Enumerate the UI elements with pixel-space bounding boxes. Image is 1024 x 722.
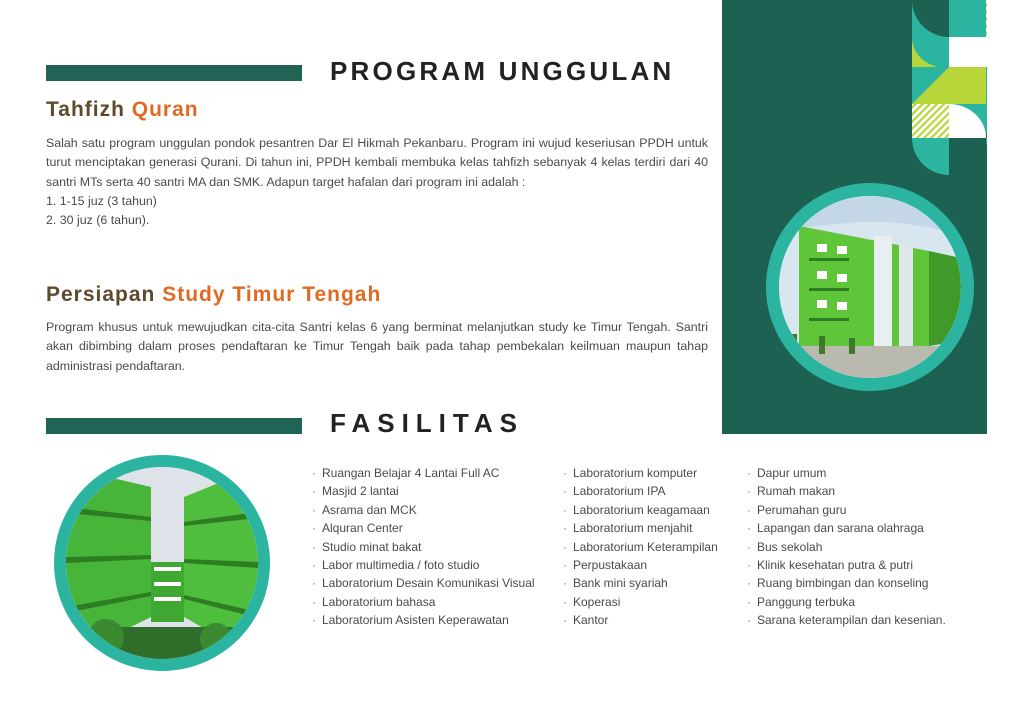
tahfizh-quran-heading [46, 98, 199, 122]
facility-label: Perpustakaan [573, 557, 648, 572]
facility-item [747, 556, 946, 574]
bullet: · [747, 594, 751, 609]
bullet: · [563, 502, 567, 517]
facility-item [747, 593, 946, 611]
facility-label: Asrama dan MCK [322, 502, 417, 517]
facility-label: Panggung terbuka [757, 594, 856, 609]
bullet: · [563, 594, 567, 609]
facility-item [563, 482, 718, 500]
facility-item [747, 464, 946, 482]
facilities-column-2 [563, 464, 718, 630]
geometric-pattern [912, 0, 987, 205]
facility-label: Kantor [573, 613, 609, 628]
facility-item [563, 464, 718, 482]
facility-item [312, 574, 535, 592]
study-timur-tengah-heading [46, 283, 381, 307]
bullet: · [312, 466, 316, 480]
facility-label: Laboratorium bahasa [322, 594, 436, 609]
facility-item [312, 538, 535, 556]
bullet: · [747, 466, 751, 480]
facility-label: Laboratorium komputer [573, 466, 698, 480]
facility-label: Klinik kesehatan putra & putri [757, 557, 914, 572]
facility-item [312, 464, 535, 482]
bullet: · [312, 502, 316, 517]
facility-label: Rumah makan [757, 484, 836, 499]
bullet: · [312, 539, 316, 554]
bullet: · [312, 613, 316, 628]
facility-item [747, 538, 946, 556]
facility-label: Alquran Center [322, 521, 403, 536]
study-heading-part-1: Persiapan [46, 283, 163, 306]
bullet: · [747, 576, 751, 591]
bullet: · [747, 521, 751, 536]
facility-label: Dapur umum [757, 466, 827, 480]
bullet: · [563, 557, 567, 572]
bullet: · [312, 557, 316, 572]
facility-item [563, 538, 718, 556]
bullet: · [747, 539, 751, 554]
bullet: · [563, 539, 567, 554]
facility-label: Perumahan guru [757, 502, 847, 517]
facility-item [747, 501, 946, 519]
bullet: · [747, 502, 751, 517]
school-building-photo [766, 183, 974, 391]
facility-label: Labor multimedia / foto studio [322, 557, 480, 572]
facility-label: Laboratorium IPA [573, 484, 666, 499]
tahfizh-body-text: Salah satu program unggulan pondok pesantren Dar El Hikmah Pekanbaru. Program ini wujud keseriusan PPDH untuk turut menciptakan generasi Qurani. Di tahun ini, PPDH kembali membuka kelas tahfizh sebanyak 4 kelas terdiri dari 40 santri MTs serta 40 santri MA dan SMK. Adapun target hafalan dari program ini adalah : [46, 136, 708, 189]
fasilitas-title: FASILITAS [330, 408, 524, 438]
facility-item [312, 482, 535, 500]
bullet: · [312, 594, 316, 609]
program-unggulan-title: PROGRAM UNGGULAN [330, 56, 675, 86]
facility-item [312, 519, 535, 537]
school-corridor-photo [54, 455, 270, 671]
fasilitas-heading-bar [46, 418, 302, 434]
facility-item [563, 574, 718, 592]
bullet: · [747, 613, 751, 628]
facilities-column-3 [747, 464, 946, 630]
facility-label: Laboratorium menjahit [573, 521, 693, 536]
bullet: · [312, 521, 316, 536]
facility-label: Lapangan dan sarana olahraga [757, 521, 924, 536]
facility-item [747, 611, 946, 629]
tahfizh-target-item: 1. 1-15 juz (3 tahun) [46, 193, 157, 208]
tahfizh-target-item: 2. 30 juz (6 tahun). [46, 213, 150, 228]
bullet: · [563, 484, 567, 499]
facility-label: Koperasi [573, 594, 621, 609]
corridor-illustration [66, 467, 258, 659]
bullet: · [747, 557, 751, 572]
bullet: · [312, 484, 316, 499]
facility-label: Studio minat bakat [322, 539, 422, 554]
facility-label: Masjid 2 lantai [322, 484, 399, 499]
facilities-column-1 [312, 464, 535, 630]
study-description: Program khusus untuk mewujudkan cita-cita Santri kelas 6 yang berminat melanjutkan study ke Timur Tengah. Santri akan dibimbing dalam proses pendaftaran ke Timur Tengah baik pada tahap pembekalan keilmuan maupun tahap administrasi pendaftaran. [46, 320, 708, 373]
facility-item [312, 593, 535, 611]
facility-label: Bank mini syariah [573, 576, 668, 591]
bullet: · [563, 466, 567, 480]
facility-item [563, 519, 718, 537]
tahfizh-heading-part-1: Tahfizh [46, 98, 132, 121]
tahfizh-description [46, 134, 708, 230]
facility-label: Laboratorium Desain Komunikasi Visual [322, 576, 535, 591]
facility-item [563, 593, 718, 611]
facility-item [312, 501, 535, 519]
facility-label: Laboratorium keagamaan [573, 502, 710, 517]
facility-label: Sarana keterampilan dan kesenian. [757, 613, 946, 628]
bullet: · [747, 484, 751, 499]
tahfizh-heading-part-2: Quran [131, 98, 199, 121]
facility-item [312, 556, 535, 574]
facility-item [563, 611, 718, 629]
facility-label: Laboratorium Keterampilan [573, 539, 718, 554]
facility-item [563, 556, 718, 574]
facility-label: Laboratorium Asisten Keperawatan [322, 613, 509, 628]
facility-item [747, 482, 946, 500]
facility-item [312, 611, 535, 629]
facility-label: Bus sekolah [757, 539, 823, 554]
program-heading-bar [46, 65, 302, 81]
bullet: · [563, 613, 567, 628]
facility-item [747, 519, 946, 537]
facility-item [747, 574, 946, 592]
bullet: · [563, 521, 567, 536]
bullet: · [563, 576, 567, 591]
facility-label: Ruangan Belajar 4 Lantai Full AC [322, 466, 500, 480]
building-illustration [779, 196, 961, 378]
facility-item [563, 501, 718, 519]
bullet: · [312, 576, 316, 591]
facility-label: Ruang bimbingan dan konseling [757, 576, 929, 591]
study-heading-part-2: Study Timur Tengah [162, 283, 382, 306]
